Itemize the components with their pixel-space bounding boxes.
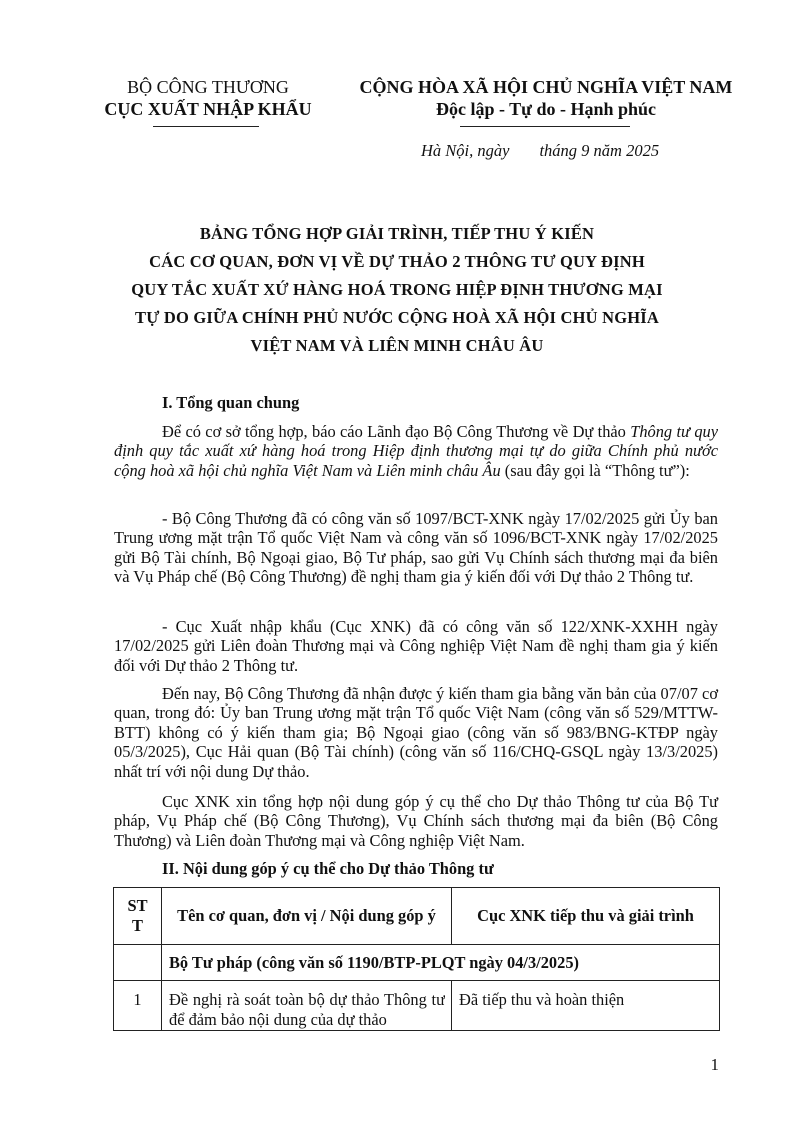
header-response: Cục XNK tiếp thu và giải trình <box>452 888 720 945</box>
place-date-prefix: Hà Nội, ngày <box>421 141 510 160</box>
paragraph-1-italic: Thông tư quy định quy tắc xuất xứ hàng hoá trong Hiệp định thương mại tự do giữa Chính phủ nước cộng hoà xã hội chủ nghĩa Việt Nam và Liên minh châu Âu <box>114 422 718 480</box>
header-stt-line-2: T <box>132 916 143 935</box>
ministry-name: BỘ CÔNG THƯƠNG <box>127 77 289 97</box>
place-date <box>421 141 659 161</box>
paragraph-3: - Cục Xuất nhập khẩu (Cục XNK) đã có công văn số 122/XNK-XXHH ngày 17/02/2025 gửi Liên đoàn Thương mại và Công nghiệp Việt Nam đề nghị tham gia ý kiến đối với Dự thảo 2 Thông tư. <box>114 617 718 675</box>
paragraph-4: Đến nay, Bộ Công Thương đã nhận được ý kiến tham gia bằng văn bản của 07/07 cơ quan, trong đó: Ủy ban Trung ương mặt trận Tổ quốc Việt Nam (công văn số 529/MTTW-BTT) không có ý kiến tham gia; Bộ Ngoại giao (công văn số 983/BNG-KTĐP ngày 05/3/2025), Cục Hải quan (Bộ Tài chính) (công văn số 116/CHQ-GSQL ngày 13/3/2025) nhất trí với nội dung Dự thảo. <box>114 684 718 781</box>
header-left-underline <box>153 126 259 127</box>
feedback-table <box>113 887 720 1031</box>
doc-title-line-2: CÁC CƠ QUAN, ĐƠN VỊ VỀ DỰ THẢO 2 THÔNG TƯ QUY ĐỊNH <box>149 252 645 271</box>
table-header-row <box>114 888 720 945</box>
place-date-suffix: tháng 9 năm 2025 <box>539 141 660 160</box>
country-name: CỘNG HÒA XÃ HỘI CHỦ NGHĨA VIỆT NAM <box>359 77 733 97</box>
page-number: 1 <box>710 1055 719 1074</box>
group-stt-cell <box>114 945 162 981</box>
row-content: Đề nghị rà soát toàn bộ dự thảo Thông tư để đảm bảo nội dung của dự thảo <box>162 981 452 1031</box>
row-response: Đã tiếp thu và hoàn thiện <box>452 981 720 1031</box>
row-stt: 1 <box>114 981 162 1031</box>
paragraph-1-start: Để có cơ sở tổng hợp, báo cáo Lãnh đạo Bộ Công Thương về Dự thảo <box>162 422 631 441</box>
paragraph-1-end: (sau đây gọi là “Thông tư”): <box>500 460 690 480</box>
group-agency-label: Bộ Tư pháp (công văn số 1190/BTP-PLQT ngày 04/3/2025) <box>162 945 720 981</box>
paragraph-2: - Bộ Công Thương đã có công văn số 1097/BCT-XNK ngày 17/02/2025 gửi Ủy ban Trung ương mặt trận Tổ quốc Việt Nam và công văn số 1096/BCT-XNK ngày 17/02/2025 gửi Bộ Tài chính, Bộ Ngoại giao, Bộ Tư pháp, sao gửi Vụ Chính sách thương mại đa biên và Vụ Pháp chế (Bộ Công Thương) đề nghị tham gia ý kiến đối với Dự thảo 2 Thông tư. <box>114 509 718 587</box>
table-row <box>114 981 720 1031</box>
doc-title-line-4: TỰ DO GIỮA CHÍNH PHỦ NƯỚC CỘNG HOÀ XÃ HỘI CHỦ NGHĨA <box>135 308 659 327</box>
table-group-row <box>114 945 720 981</box>
section-2-heading: II. Nội dung góp ý cụ thể cho Dự thảo Thông tư <box>162 859 494 878</box>
department-name: CỤC XUẤT NHẬP KHẨU <box>104 99 312 119</box>
paragraph-5: Cục XNK xin tổng hợp nội dung góp ý cụ thể cho Dự thảo Thông tư của Bộ Tư pháp, Vụ Pháp chế (Bộ Công Thương), Vụ Chính sách thương mại đa biên (Bộ Công Thương) và Liên đoàn Thương mại và Công nghiệp Việt Nam. <box>114 792 718 850</box>
doc-title-line-1: BẢNG TỔNG HỢP GIẢI TRÌNH, TIẾP THU Ý KIẾN <box>199 224 595 243</box>
header-stt-line-1: ST <box>127 896 148 915</box>
doc-title-line-3: QUY TẮC XUẤT XỨ HÀNG HOÁ TRONG HIỆP ĐỊNH THƯƠNG MẠI <box>131 280 663 299</box>
header-stt <box>114 888 162 945</box>
national-motto: Độc lập - Tự do - Hạnh phúc <box>435 99 657 119</box>
doc-title-line-5: VIỆT NAM VÀ LIÊN MINH CHÂU ÂU <box>250 336 544 355</box>
section-1-heading: I. Tổng quan chung <box>162 393 300 412</box>
header-right-underline <box>460 126 630 127</box>
header-content: Tên cơ quan, đơn vị / Nội dung góp ý <box>162 888 452 945</box>
paragraph-1 <box>114 422 718 480</box>
